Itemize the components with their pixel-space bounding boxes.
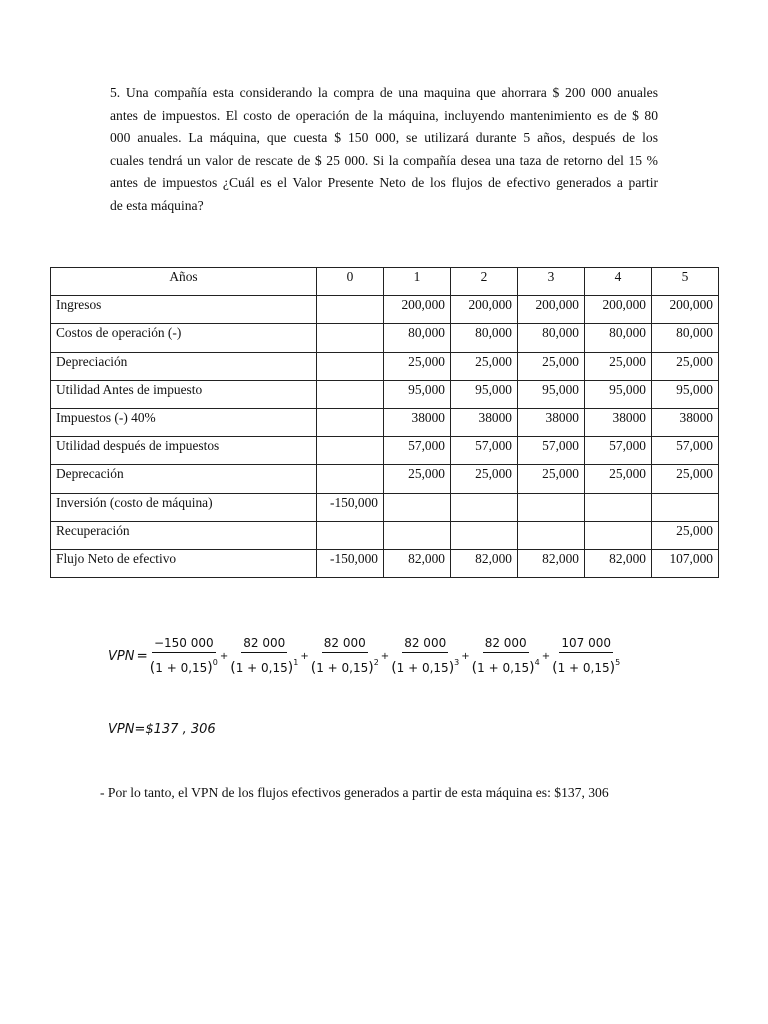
column-header: 3 bbox=[518, 268, 585, 296]
npv-result: VPN=$137 , 306 bbox=[108, 722, 216, 737]
fraction-denominator: $(1 + 0,15)^4$ bbox=[471, 658, 540, 676]
table-cell bbox=[317, 296, 384, 324]
denominator-exponent: 1 bbox=[293, 658, 299, 667]
table-cell bbox=[317, 408, 384, 436]
cash-flow-table bbox=[50, 267, 719, 578]
table-cell bbox=[585, 521, 652, 549]
table-cell: 25,000 bbox=[652, 465, 719, 493]
table-cell: 25,000 bbox=[384, 352, 451, 380]
table-cell bbox=[317, 521, 384, 549]
problem-line: antes de impuestos ¿Cuál es el Valor Presente Neto de los flujos de efectivo generados a partir bbox=[110, 175, 658, 191]
table-cell: 95,000 bbox=[652, 380, 719, 408]
fraction-denominator: $(1 + 0,15)^3$ bbox=[391, 658, 460, 676]
table-row bbox=[51, 549, 719, 577]
column-header: 2 bbox=[451, 268, 518, 296]
conclusion-text: - Por lo tanto, el VPN de los flujos efectivos generados a partir de esta máquina es: $137, 306 bbox=[100, 785, 609, 800]
table-cell bbox=[317, 352, 384, 380]
table-cell bbox=[317, 324, 384, 352]
table-cell: 25,000 bbox=[652, 352, 719, 380]
plus-sign: + bbox=[300, 650, 309, 662]
row-label: Costos de operación (-) bbox=[51, 324, 317, 352]
table-cell: 200,000 bbox=[451, 296, 518, 324]
formula-fraction bbox=[472, 636, 540, 676]
fraction-denominator: $(1 + 0,15)^2$ bbox=[310, 658, 379, 676]
table-cell: 95,000 bbox=[384, 380, 451, 408]
problem-line: cuales tendrá un valor de rescate de $ 25 000. Si la compañía desea una taza de retorno del 15 % bbox=[110, 152, 658, 168]
table-row bbox=[51, 352, 719, 380]
denominator-exponent: 3 bbox=[454, 658, 460, 667]
table-cell: 57,000 bbox=[518, 437, 585, 465]
table-cell: 57,000 bbox=[451, 437, 518, 465]
table-cell bbox=[317, 465, 384, 493]
table-cell: 25,000 bbox=[518, 352, 585, 380]
denominator-base: 1 + 0,15 bbox=[235, 661, 288, 675]
formula-lhs: VPN bbox=[108, 648, 135, 664]
table-cell: 200,000 bbox=[652, 296, 719, 324]
table-cell: 82,000 bbox=[384, 549, 451, 577]
row-label: Inversión (costo de máquina) bbox=[51, 493, 317, 521]
npv-formula bbox=[108, 636, 620, 676]
table-cell: 95,000 bbox=[585, 380, 652, 408]
table-cell bbox=[317, 380, 384, 408]
denominator-base: 1 + 0,15 bbox=[477, 661, 530, 675]
table-cell: 82,000 bbox=[451, 549, 518, 577]
fraction-numerator: 82 000 bbox=[241, 636, 287, 653]
denominator-base: 1 + 0,15 bbox=[557, 661, 610, 675]
fraction-numerator: 82 000 bbox=[483, 636, 529, 653]
table-cell: 38000 bbox=[518, 408, 585, 436]
column-header: 5 bbox=[652, 268, 719, 296]
fraction-numerator: 107 000 bbox=[559, 636, 613, 653]
table-cell bbox=[384, 493, 451, 521]
problem-statement bbox=[110, 82, 658, 218]
table-cell: 25,000 bbox=[652, 521, 719, 549]
table-cell: 200,000 bbox=[384, 296, 451, 324]
formula-fraction bbox=[311, 636, 379, 676]
row-label: Utilidad Antes de impuesto bbox=[51, 380, 317, 408]
table-row bbox=[51, 493, 719, 521]
table-cell: 95,000 bbox=[451, 380, 518, 408]
column-header: 1 bbox=[384, 268, 451, 296]
table-cell: 200,000 bbox=[585, 296, 652, 324]
table-cell: 80,000 bbox=[585, 324, 652, 352]
formula-fraction bbox=[391, 636, 459, 676]
row-label: Ingresos bbox=[51, 296, 317, 324]
table-cell: 25,000 bbox=[451, 465, 518, 493]
table-cell bbox=[451, 521, 518, 549]
problem-line: 000 anuales. La máquina, que cuesta $ 150 000, se utilizará durante 5 años, después de los bbox=[110, 130, 658, 146]
table-cell: -150,000 bbox=[317, 493, 384, 521]
fraction-numerator: 82 000 bbox=[322, 636, 368, 653]
table-cell bbox=[451, 493, 518, 521]
table-cell: 25,000 bbox=[585, 465, 652, 493]
row-label: Depreciación bbox=[51, 352, 317, 380]
table-cell: 38000 bbox=[451, 408, 518, 436]
table-cell bbox=[652, 493, 719, 521]
table-cell: 80,000 bbox=[451, 324, 518, 352]
denominator-exponent: 4 bbox=[534, 658, 540, 667]
table-cell: 38000 bbox=[585, 408, 652, 436]
table-cell: 25,000 bbox=[518, 465, 585, 493]
row-label: Utilidad después de impuestos bbox=[51, 437, 317, 465]
table-cell: 57,000 bbox=[384, 437, 451, 465]
denominator-base: 1 + 0,15 bbox=[396, 661, 449, 675]
formula-equals: = bbox=[136, 648, 148, 664]
denominator-exponent: 5 bbox=[615, 658, 621, 667]
column-header: Años bbox=[51, 268, 317, 296]
formula-fraction bbox=[552, 636, 620, 676]
table-cell: 107,000 bbox=[652, 549, 719, 577]
table-cell: 80,000 bbox=[384, 324, 451, 352]
table-cell: 80,000 bbox=[518, 324, 585, 352]
fraction-denominator: $(1 + 0,15)^1$ bbox=[230, 658, 299, 676]
table-cell: 38000 bbox=[384, 408, 451, 436]
plus-sign: + bbox=[461, 650, 470, 662]
table-row bbox=[51, 465, 719, 493]
row-label: Recuperación bbox=[51, 521, 317, 549]
denominator-exponent: 2 bbox=[373, 658, 379, 667]
table-cell bbox=[384, 521, 451, 549]
denominator-base: 1 + 0,15 bbox=[155, 661, 208, 675]
table-cell bbox=[317, 437, 384, 465]
fraction-denominator: $(1 + 0,15)^5$ bbox=[552, 658, 621, 676]
table-cell: 200,000 bbox=[518, 296, 585, 324]
formula-fraction bbox=[230, 636, 298, 676]
table-cell: 82,000 bbox=[585, 549, 652, 577]
formula-fraction bbox=[150, 636, 218, 676]
table-row bbox=[51, 296, 719, 324]
row-label: Deprecación bbox=[51, 465, 317, 493]
table-row bbox=[51, 437, 719, 465]
row-label: Impuestos (-) 40% bbox=[51, 408, 317, 436]
table-row bbox=[51, 408, 719, 436]
plus-sign: + bbox=[219, 650, 229, 662]
table-cell: 38000 bbox=[652, 408, 719, 436]
denominator-exponent: 0 bbox=[212, 658, 218, 667]
table-cell: -150,000 bbox=[317, 549, 384, 577]
problem-line: antes de impuestos. El costo de operación de la máquina, incluyendo mantenimiento es de $ 80 bbox=[110, 107, 658, 123]
plus-sign: + bbox=[380, 650, 390, 662]
fraction-numerator: −150 000 bbox=[152, 636, 216, 653]
row-label: Flujo Neto de efectivo bbox=[51, 549, 317, 577]
table-cell: 95,000 bbox=[518, 380, 585, 408]
table-row bbox=[51, 380, 719, 408]
table-cell: 82,000 bbox=[518, 549, 585, 577]
table-cell: 80,000 bbox=[652, 324, 719, 352]
table-cell bbox=[518, 521, 585, 549]
table-cell: 57,000 bbox=[652, 437, 719, 465]
fraction-numerator: 82 000 bbox=[402, 636, 448, 653]
problem-line: de esta máquina? bbox=[110, 197, 204, 213]
column-header: 4 bbox=[585, 268, 652, 296]
table-header-row bbox=[51, 268, 719, 296]
problem-line: 5. Una compañía esta considerando la compra de una maquina que ahorrara $ 200 000 anuales bbox=[110, 85, 658, 100]
table-cell: 25,000 bbox=[585, 352, 652, 380]
table-cell: 25,000 bbox=[451, 352, 518, 380]
plus-sign: + bbox=[541, 650, 551, 662]
table-row bbox=[51, 324, 719, 352]
denominator-base: 1 + 0,15 bbox=[316, 661, 369, 675]
table-cell bbox=[518, 493, 585, 521]
table-cell bbox=[585, 493, 652, 521]
table-cell: 25,000 bbox=[384, 465, 451, 493]
fraction-denominator: $(1 + 0,15)^0$ bbox=[149, 658, 218, 676]
table-row bbox=[51, 521, 719, 549]
table-cell: 57,000 bbox=[585, 437, 652, 465]
column-header: 0 bbox=[317, 268, 384, 296]
